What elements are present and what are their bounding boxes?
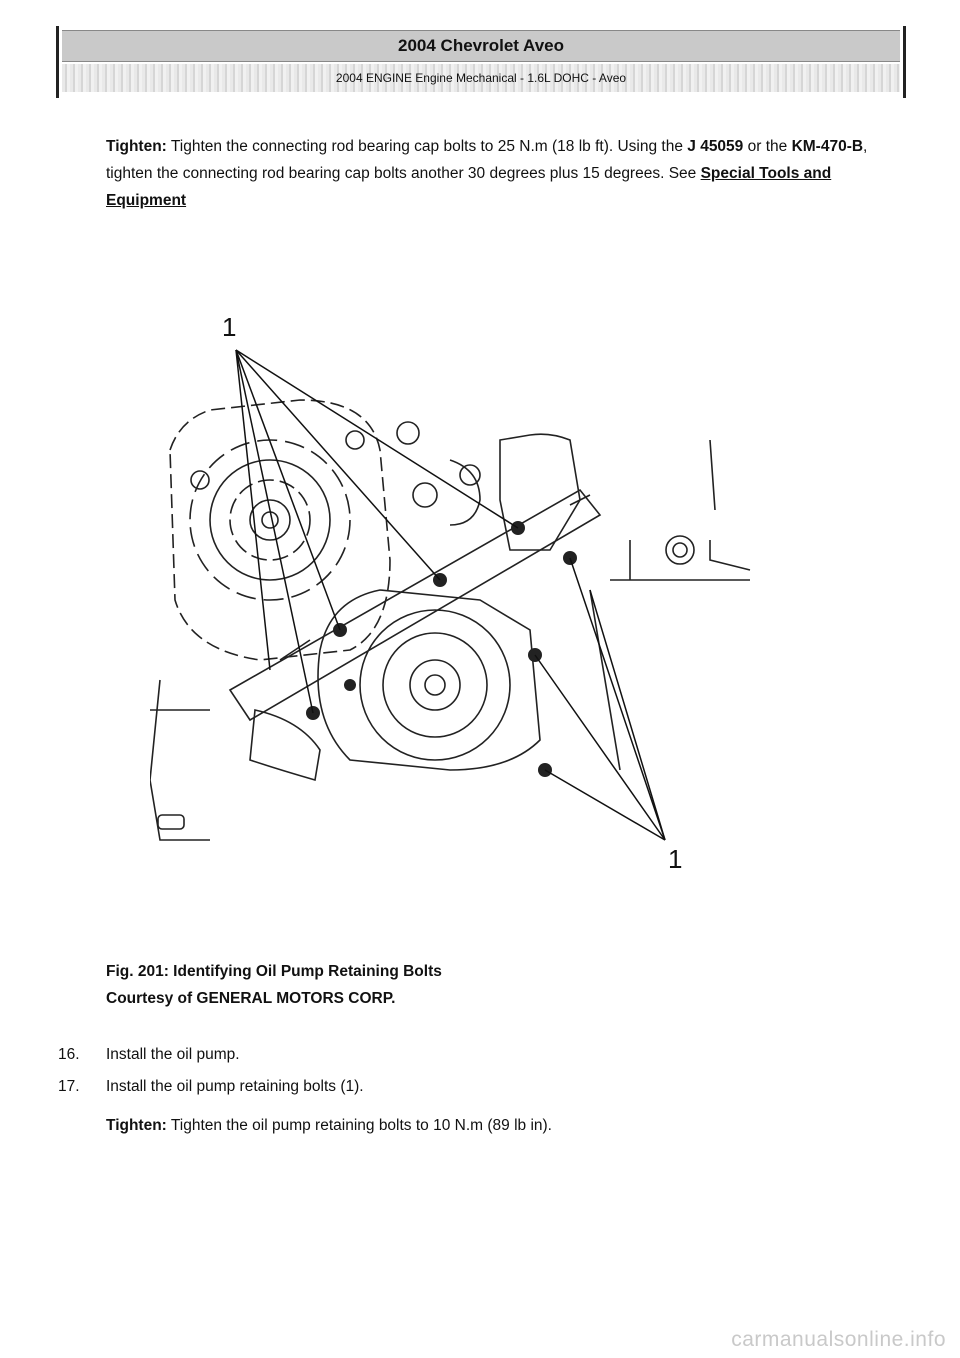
callout-1-bottom: 1 (668, 844, 683, 870)
callout-1-top: 1 (222, 312, 237, 342)
step-text: Install the oil pump. (106, 1045, 240, 1063)
document-title: 2004 Chevrolet Aveo (62, 30, 900, 62)
tighten-label: Tighten: (106, 1117, 167, 1134)
tighten-text-part1: Tighten the connecting rod bearing cap bolts to 25 N.m (18 lb ft). Using the (170, 138, 683, 155)
step-text: Install the oil pump retaining bolts (1). (106, 1077, 364, 1095)
step-16 (58, 1038, 908, 1070)
step-17 (58, 1070, 908, 1102)
special-tools-link[interactable]: Special Tools and Equipment (106, 165, 832, 209)
document-subtitle: 2004 ENGINE Engine Mechanical - 1.6L DOHC - Aveo (62, 64, 900, 92)
figure-caption (106, 958, 806, 1012)
tool-j-45059: J 45059 (687, 138, 744, 155)
step-number: 16. (58, 1045, 80, 1063)
header-left-rule (56, 26, 59, 98)
tighten-label: Tighten: (106, 138, 167, 155)
tighten-instruction-oil-pump (106, 1112, 896, 1139)
step-number: 17. (58, 1077, 80, 1095)
watermark: carmanualsonline.info (731, 1328, 946, 1351)
tighten-instruction-rod-bearing (106, 133, 896, 214)
header-right-rule (903, 26, 906, 98)
caption-title: Fig. 201: Identifying Oil Pump Retaining Bolts (106, 963, 442, 980)
oil-pump-figure (150, 300, 770, 870)
page-header (56, 26, 906, 98)
tighten-text-part2: , tighten the connecting rod bearing cap bolts another 30 degrees plus 15 degrees. See (106, 138, 868, 182)
tighten-text: Tighten the oil pump retaining bolts to 10 N.m (89 lb in). (170, 1117, 552, 1134)
tighten-text-or: or the (747, 138, 788, 155)
tool-km-470-b: KM-470-B (791, 138, 864, 155)
caption-courtesy: Courtesy of GENERAL MOTORS CORP. (106, 990, 396, 1007)
procedure-steps (58, 1038, 908, 1102)
